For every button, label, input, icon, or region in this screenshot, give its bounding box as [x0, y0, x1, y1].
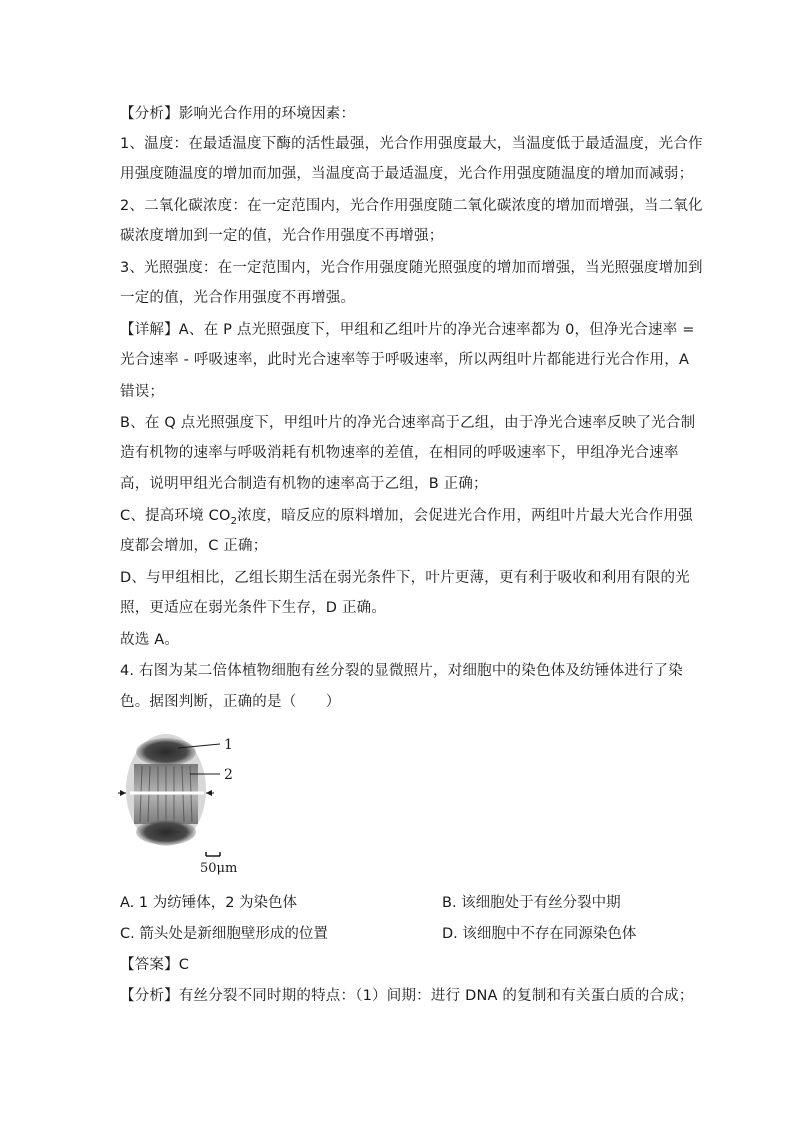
- micrograph-figure: [118, 728, 248, 878]
- detail-a-line-2: 光合速率 - 呼吸速率，此时光合速率等于呼吸速率，所以两组叶片都能进行光合作用，A: [120, 352, 690, 368]
- question-4-analysis: 【分析】有丝分裂不同时期的特点：（1）间期：进行 DNA 的复制和有关蛋白质的合成；: [120, 988, 694, 1004]
- option-a[interactable]: A. 1 为纺锤体，2 为染色体: [120, 895, 298, 911]
- label-2: 2: [224, 767, 233, 783]
- analysis-item-2-line-2: 碳浓度增加到一定的值，光合作用强度不再增强；: [120, 228, 444, 244]
- analysis-item-3-line-2: 一定的值，光合作用强度不再增强。: [120, 290, 356, 306]
- scale-label: 50μm: [200, 861, 238, 876]
- detail-c-suffix: 浓度，暗反应的原料增加，会促进光合作用，两组叶片最大光合作用强: [237, 508, 693, 524]
- question-4-stem-line-2: 色。据图判断，正确的是（ ）: [120, 694, 341, 710]
- answer: 【答案】C: [120, 957, 190, 973]
- lower-chromosome-mass: [136, 819, 196, 845]
- detail-b-line-3: 高，说明甲组光合制造有机物的速率高于乙组，B 正确；: [120, 476, 488, 492]
- conclusion: 故选 A。: [120, 632, 180, 648]
- co2-subscript: 2: [230, 515, 238, 527]
- detail-c-prefix: C、提高环境 CO: [120, 508, 231, 524]
- analysis-heading: 【分析】影响光合作用的环境因素：: [120, 106, 356, 122]
- option-c[interactable]: C. 箭头处是新细胞壁形成的位置: [120, 926, 328, 942]
- upper-chromosome-mass: [136, 738, 196, 766]
- label-1: 1: [224, 737, 233, 753]
- detail-d-line-1: D、与甲组相比，乙组长期生活在弱光条件下，叶片更薄，更有利于吸收和利用有限的光: [120, 570, 690, 586]
- mitosis-micrograph: [118, 728, 248, 878]
- detail-c-line-2: 度都会增加，C 正确；: [120, 538, 268, 554]
- detail-b-line-1: B、在 Q 点光照强度下，甲组叶片的净光合速率高于乙组，由于净光合速率反映了光合制: [120, 415, 696, 431]
- detail-a-line-3: 错误；: [120, 384, 165, 400]
- analysis-item-2-line-1: 2、二氧化碳浓度：在一定范围内，光合作用强度随二氧化碳浓度的增加而增强，当二氧化: [120, 198, 703, 214]
- option-d[interactable]: D. 该细胞中不存在同源染色体: [442, 926, 637, 942]
- detail-c-line-1: [120, 506, 693, 532]
- detail-b-line-2: 造有机物的速率与呼吸消耗有机物速率的差值，在相同的呼吸速率下，甲组净光合速率: [120, 445, 679, 461]
- question-4-stem-line-1: 4. 右图为某二倍体植物细胞有丝分裂的显微照片，对细胞中的染色体及纺锤体进行了染: [120, 663, 683, 679]
- analysis-item-3-line-1: 3、光照强度：在一定范围内，光合作用强度随光照强度的增加而增强，当光照强度增加到: [120, 260, 703, 276]
- detail-d-line-2: 照，更适应在弱光条件下生存，D 正确。: [120, 600, 387, 616]
- option-b[interactable]: B. 该细胞处于有丝分裂中期: [442, 895, 621, 911]
- analysis-item-1-line-2: 用强度随温度的增加而加强，当温度高于最适温度，光合作用强度随温度的增加而减弱；: [120, 166, 694, 182]
- detail-a-line-1: 【详解】A、在 P 点光照强度下，甲组和乙组叶片的净光合速率都为 0，但净光合速率 =: [120, 322, 695, 338]
- analysis-item-1-line-1: 1、温度：在最适温度下酶的活性最强，光合作用强度最大，当温度低于最适温度，光合作: [120, 136, 703, 152]
